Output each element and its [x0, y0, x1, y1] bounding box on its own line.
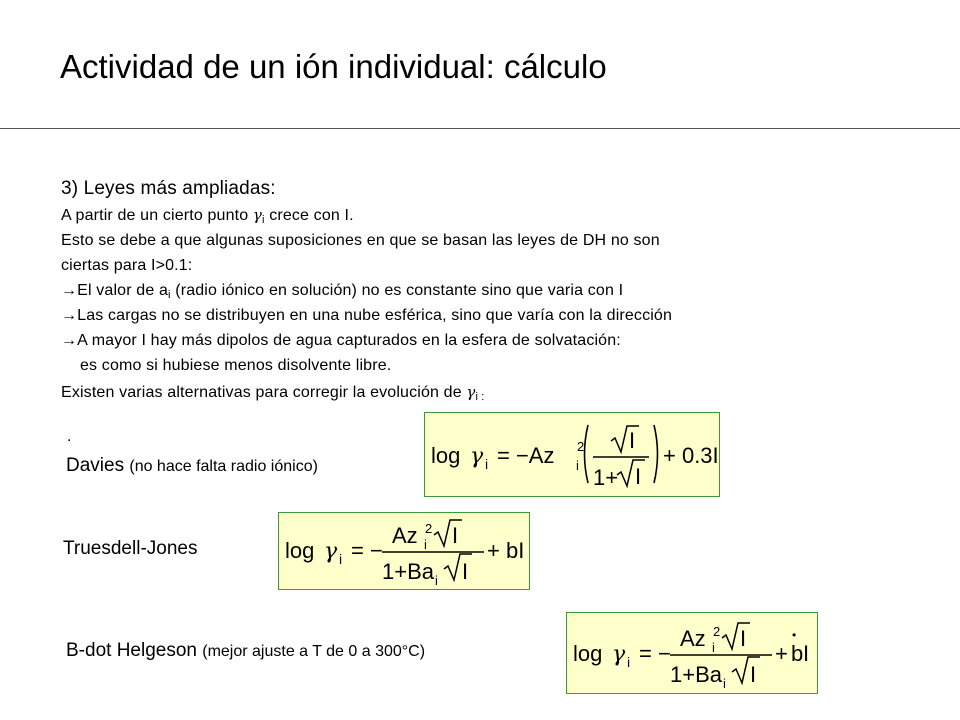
bdot-label: [66, 640, 425, 662]
superscript-2: 2: [713, 624, 721, 639]
text-line-1: [61, 206, 354, 226]
subscript-i: i: [627, 654, 631, 670]
truesdell-label: Truesdell-Jones: [63, 538, 198, 559]
text-line-1-b: crece con I.: [264, 207, 354, 224]
dot-mark: .: [67, 428, 72, 445]
subscript-i: i: [712, 640, 715, 655]
bullet-line-2-text: Las cargas no se distribuyen en una nube esférica, sino que varía con la dirección: [77, 307, 673, 324]
truesdell-formula-box: [278, 512, 530, 590]
I-text: I: [462, 559, 469, 584]
b-text: b: [791, 641, 804, 666]
plus-bI: + bI: [487, 538, 525, 563]
bdot-formula-box: [566, 612, 818, 694]
bdot-note: (mejor ajuste a T de 0 a 300°C): [202, 643, 426, 660]
I-text: I: [803, 641, 810, 666]
bullet-line-2: [61, 307, 672, 325]
equals-minus: = −: [351, 538, 383, 563]
one-plus: 1+: [593, 465, 619, 490]
gamma-symbol: γ: [252, 206, 262, 224]
text-line-8: [61, 383, 484, 403]
davies-formula: [425, 413, 719, 496]
text-line-3: ciertas para I>0.1:: [61, 257, 193, 274]
left-paren: [585, 425, 589, 483]
truesdell-formula: [279, 513, 529, 589]
subscript-i: i: [723, 676, 726, 691]
bdot-dot: •: [792, 628, 797, 642]
arrow-icon: →: [61, 332, 78, 349]
arrow-icon: →: [61, 282, 78, 299]
text-line-2: Esto se debe a que algunas suposiciones en que se basan las leyes de DH no son: [61, 232, 660, 249]
gamma-symbol: γ: [324, 539, 338, 564]
subscript-i: i: [168, 289, 171, 301]
one-plus-Ba: 1+Ba: [670, 662, 722, 687]
bullet-line-3-text: A mayor I hay más dipolos de agua capturados en la esfera de solvatación:: [77, 332, 621, 349]
subscript-i: i :: [475, 391, 485, 403]
plus-sign: +: [775, 641, 788, 666]
text-line-8-a: Existen varias alternativas para corregir la evolución de: [61, 384, 467, 401]
I-text: I: [750, 662, 757, 687]
arrow-icon: →: [61, 307, 78, 324]
log-text: log: [431, 443, 461, 468]
title-divider: [0, 128, 960, 129]
gamma-symbol: γ: [612, 642, 626, 667]
davies-note: (no hace falta radio iónico): [129, 458, 318, 475]
I-text: I: [740, 626, 747, 651]
text-line-1-a: A partir de un cierto punto: [61, 207, 253, 224]
gamma-symbol: γ: [466, 383, 476, 401]
Az-text: Az: [680, 626, 706, 651]
subscript-i: i: [339, 551, 343, 567]
equals-minus: = −: [639, 641, 671, 666]
bullet-line-1-b: (radio iónico en solución) no es constante sino que varia con I: [170, 282, 624, 299]
superscript-2: 2: [425, 521, 433, 536]
subscript-i: i: [485, 456, 489, 472]
bdot-formula: [567, 613, 817, 693]
subscript-i: i: [435, 573, 438, 588]
Az-text: Az: [392, 523, 418, 548]
log-text: log: [285, 538, 315, 563]
bullet-line-3: [61, 332, 621, 350]
subscript-i: i: [576, 458, 579, 473]
gamma-symbol: γ: [470, 444, 484, 469]
I-text: I: [629, 428, 636, 453]
plus-03I: + 0.3I: [663, 443, 719, 468]
davies-name: Davies: [66, 455, 125, 476]
bullet-line-1-a: El valor de a: [77, 282, 169, 299]
bullet-line-1: [61, 282, 623, 301]
equals-minus-Az: = −Az: [497, 443, 555, 468]
one-plus-Ba: 1+Ba: [382, 559, 434, 584]
right-paren: [654, 425, 658, 483]
section-heading: 3) Leyes más ampliadas:: [61, 178, 276, 199]
slide-title: Actividad de un ión individual: cálculo: [60, 48, 607, 85]
I-text: I: [635, 464, 642, 489]
I-text: I: [452, 523, 459, 548]
superscript-2: 2: [577, 439, 585, 454]
log-text: log: [573, 641, 603, 666]
bdot-name: B-dot Helgeson: [66, 640, 197, 661]
davies-formula-box: [424, 412, 720, 497]
davies-label: [66, 455, 318, 477]
subscript-i: i: [424, 537, 427, 552]
subscript-i: i: [262, 214, 265, 226]
text-line-7: es como si hubiese menos disolvente libre.: [80, 357, 392, 374]
